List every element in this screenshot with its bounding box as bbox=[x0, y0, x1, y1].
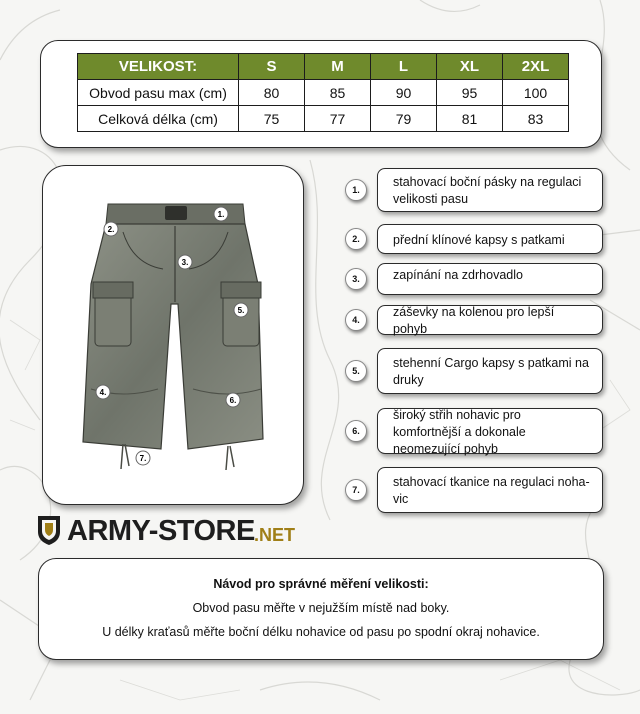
feature-number: 1. bbox=[345, 179, 367, 201]
feature-text: záševky na kolenou pro lepší pohyb bbox=[377, 305, 603, 335]
feature-number: 4. bbox=[345, 309, 367, 331]
guide-line-length: U délky kraťasů měřte boční délku nohavice od pasu po spodní okraj nohavice. bbox=[102, 625, 540, 639]
feature-text: široký střih nohavic pro komfortnější a dokonale neomezující pohyb bbox=[377, 408, 603, 454]
army-store-logo bbox=[36, 512, 316, 552]
product-photo-card bbox=[42, 165, 304, 505]
row-label-waist: Obvod pasu max (cm) bbox=[78, 80, 239, 106]
feature-text: zapínání na zdrhovadlo bbox=[377, 263, 603, 295]
svg-text:7.: 7. bbox=[139, 454, 147, 463]
cargo-shorts-illustration bbox=[53, 174, 293, 494]
feature-item-4 bbox=[345, 305, 603, 335]
measurement-guide-card bbox=[38, 558, 604, 660]
guide-line-waist: Obvod pasu měřte v nejužším místě nad boky. bbox=[192, 601, 450, 615]
feature-text: stehenní Cargo kapsy s patkami na druky bbox=[377, 348, 603, 394]
photo-marker-2 bbox=[104, 222, 118, 236]
guide-title: Návod pro správné měření velikosti: bbox=[213, 577, 429, 591]
photo-marker-6 bbox=[226, 393, 240, 407]
photo-marker-4 bbox=[96, 385, 110, 399]
length-cell: 83 bbox=[503, 106, 569, 132]
header-cell-l: L bbox=[371, 54, 437, 80]
waist-cell: 85 bbox=[305, 80, 371, 106]
feature-text: stahovací tkanice na regulaci noha-vic bbox=[377, 467, 603, 513]
length-cell: 75 bbox=[239, 106, 305, 132]
feature-item-3 bbox=[345, 263, 603, 295]
feature-number: 7. bbox=[345, 479, 367, 501]
header-cell-size-label: VELIKOST: bbox=[78, 54, 239, 80]
size-table-header-row bbox=[78, 54, 569, 80]
length-cell: 81 bbox=[437, 106, 503, 132]
feature-item-6 bbox=[345, 408, 603, 454]
feature-number: 5. bbox=[345, 360, 367, 382]
feature-item-1 bbox=[345, 168, 603, 212]
feature-item-5 bbox=[345, 348, 603, 394]
length-cell: 79 bbox=[371, 106, 437, 132]
header-cell-2xl: 2XL bbox=[503, 54, 569, 80]
row-label-length: Celková délka (cm) bbox=[78, 106, 239, 132]
feature-number: 2. bbox=[345, 228, 367, 250]
feature-item-2 bbox=[345, 224, 603, 254]
waist-cell: 80 bbox=[239, 80, 305, 106]
svg-text:4.: 4. bbox=[99, 388, 107, 397]
header-cell-s: S bbox=[239, 54, 305, 80]
waist-cell: 95 bbox=[437, 80, 503, 106]
feature-item-7 bbox=[345, 467, 603, 513]
photo-marker-7 bbox=[136, 451, 150, 465]
size-table bbox=[77, 53, 569, 132]
photo-marker-1 bbox=[214, 207, 228, 221]
shield-icon bbox=[36, 514, 62, 546]
logo-brand-text: ARMY-STORE bbox=[67, 515, 255, 547]
table-row-length bbox=[78, 106, 569, 132]
svg-text:1.: 1. bbox=[217, 210, 225, 219]
feature-text: stahovací boční pásky na regulaci velikosti pasu bbox=[377, 168, 603, 212]
svg-text:5.: 5. bbox=[237, 306, 245, 315]
table-row-waist bbox=[78, 80, 569, 106]
waist-cell: 100 bbox=[503, 80, 569, 106]
feature-number: 6. bbox=[345, 420, 367, 442]
header-cell-m: M bbox=[305, 54, 371, 80]
feature-text: přední klínové kapsy s patkami bbox=[377, 224, 603, 254]
svg-text:3.: 3. bbox=[181, 258, 189, 267]
header-cell-xl: XL bbox=[437, 54, 503, 80]
photo-marker-5 bbox=[234, 303, 248, 317]
svg-text:2.: 2. bbox=[107, 225, 115, 234]
length-cell: 77 bbox=[305, 106, 371, 132]
feature-number: 3. bbox=[345, 268, 367, 290]
logo-tld-text: .NET bbox=[254, 525, 296, 545]
svg-text:6.: 6. bbox=[229, 396, 237, 405]
waist-cell: 90 bbox=[371, 80, 437, 106]
photo-marker-3 bbox=[178, 255, 192, 269]
size-chart-card bbox=[40, 40, 602, 148]
